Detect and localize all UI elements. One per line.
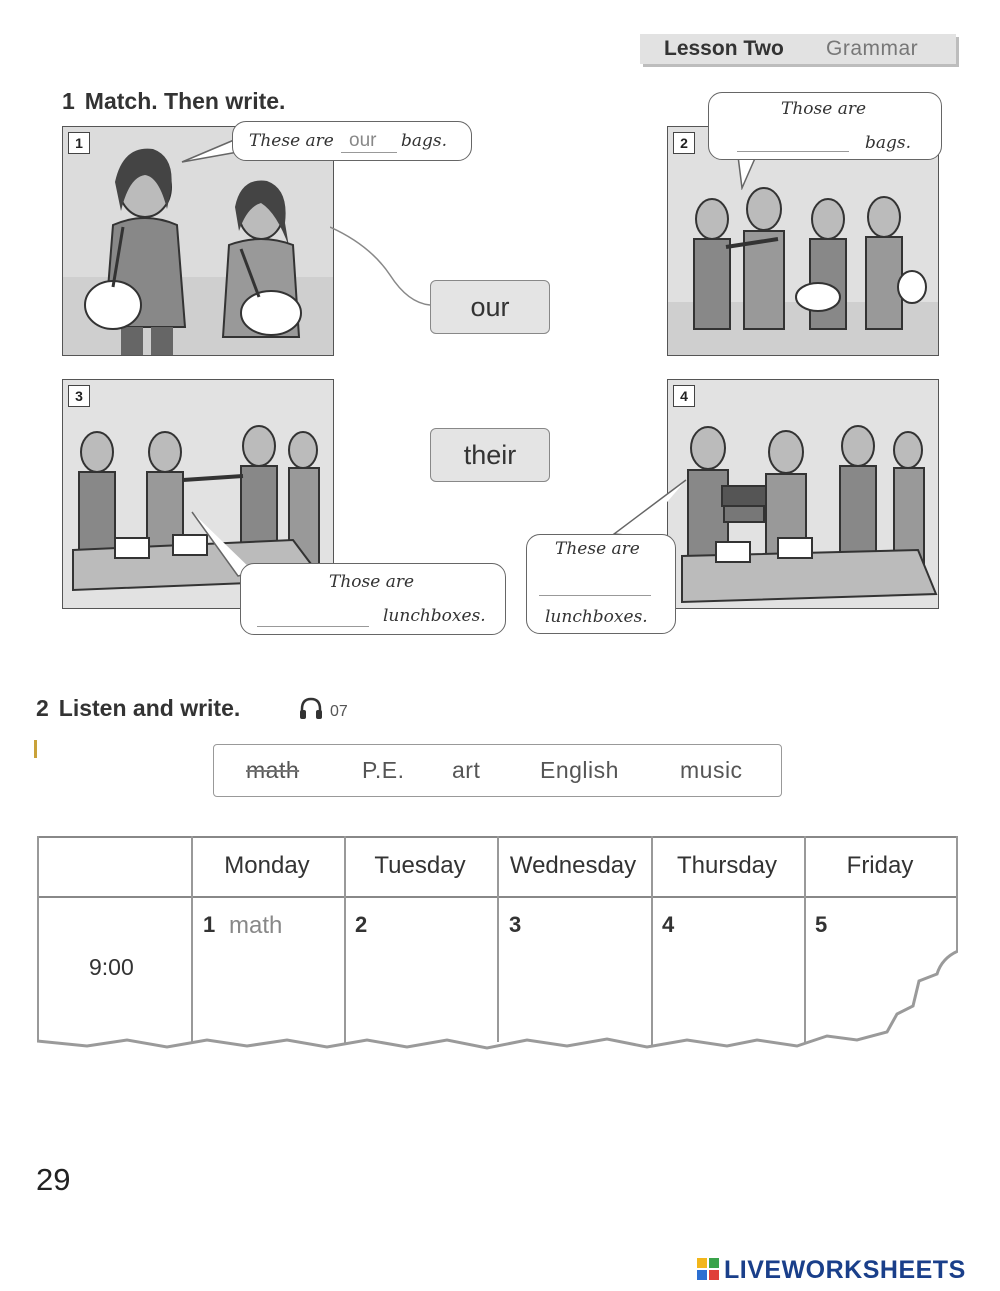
headphones-icon (298, 696, 324, 722)
time-label: 9:00 (89, 954, 134, 980)
word-box-our[interactable]: our (430, 280, 550, 334)
topic-label: Grammar (826, 37, 919, 60)
word-box-their[interactable]: their (430, 428, 550, 482)
day-header: Wednesday (509, 852, 637, 879)
bubble-text-start: Those are (329, 572, 415, 592)
page-number: 29 (36, 1162, 71, 1197)
panel-number: 3 (68, 385, 90, 407)
day-header: Monday (224, 852, 310, 879)
word-bank-item: math (246, 757, 300, 783)
bubble-text-end: bags. (401, 131, 448, 151)
track-number: 07 (330, 703, 348, 720)
four-girls-illustration (668, 127, 938, 355)
torn-edge (37, 936, 958, 1051)
liveworksheets-brand[interactable]: LIVEWORKSHEETS (724, 1256, 966, 1284)
exercise2-number: 2 (36, 695, 49, 721)
panel-number: 2 (673, 132, 695, 154)
word-bank-item: English (540, 757, 619, 783)
bubble-text-start: These are (555, 539, 640, 559)
children-lunchboxes-illustration (668, 380, 938, 608)
word-bank-item: P.E. (362, 757, 405, 783)
speech-bubble-4 (526, 534, 676, 634)
bubble-text-end: lunchboxes. (545, 607, 648, 627)
timetable (37, 836, 958, 1051)
exercise1-title (62, 88, 285, 115)
day-header: Thursday (676, 852, 778, 879)
answer-blank-1[interactable] (341, 152, 397, 153)
answer-blank-4[interactable] (539, 595, 651, 596)
speech-bubble-2 (708, 92, 942, 160)
speech-bubble-3 (240, 563, 506, 635)
bubble-text-end: bags. (865, 133, 912, 153)
liveworksheets-logo-icon (697, 1258, 719, 1280)
day-header: Tuesday (374, 852, 466, 879)
day-header: Friday (846, 852, 914, 879)
exercise2-instruction: Listen and write. (58, 695, 241, 721)
cell-number: 1 (203, 912, 216, 937)
cell-number: 2 (355, 912, 368, 937)
bubble-tail-1 (180, 138, 240, 168)
cell-number: 5 (815, 912, 828, 937)
panel-number: 1 (68, 132, 90, 154)
answer-blank-2[interactable] (737, 151, 849, 152)
word-bank-item: art (452, 757, 481, 783)
panel-number: 4 (673, 385, 695, 407)
bubble-text-end: lunchboxes. (383, 606, 486, 626)
lesson-label: Lesson Two (664, 37, 784, 60)
exercise1-number: 1 (62, 88, 75, 114)
example-answer: math (229, 912, 283, 939)
speech-bubble-1 (232, 121, 472, 161)
word-bank-item: music (680, 757, 743, 783)
lesson-header-tab (640, 34, 956, 64)
word-bank (213, 744, 782, 797)
exercise1-instruction: Match. Then write. (84, 88, 286, 114)
cell-number: 4 (662, 912, 675, 937)
picture-panel-4 (667, 379, 939, 609)
picture-panel-2 (667, 126, 939, 356)
margin-mark (34, 740, 37, 758)
exercise2-title (36, 695, 240, 722)
bubble-text-start: These are (249, 131, 334, 151)
cell-number: 3 (509, 912, 522, 937)
bubble-text-start: Those are (781, 99, 867, 119)
answer-our: our (349, 130, 377, 151)
match-line (330, 225, 432, 307)
answer-blank-3[interactable] (257, 626, 369, 627)
bubble-tail-4 (598, 476, 690, 540)
